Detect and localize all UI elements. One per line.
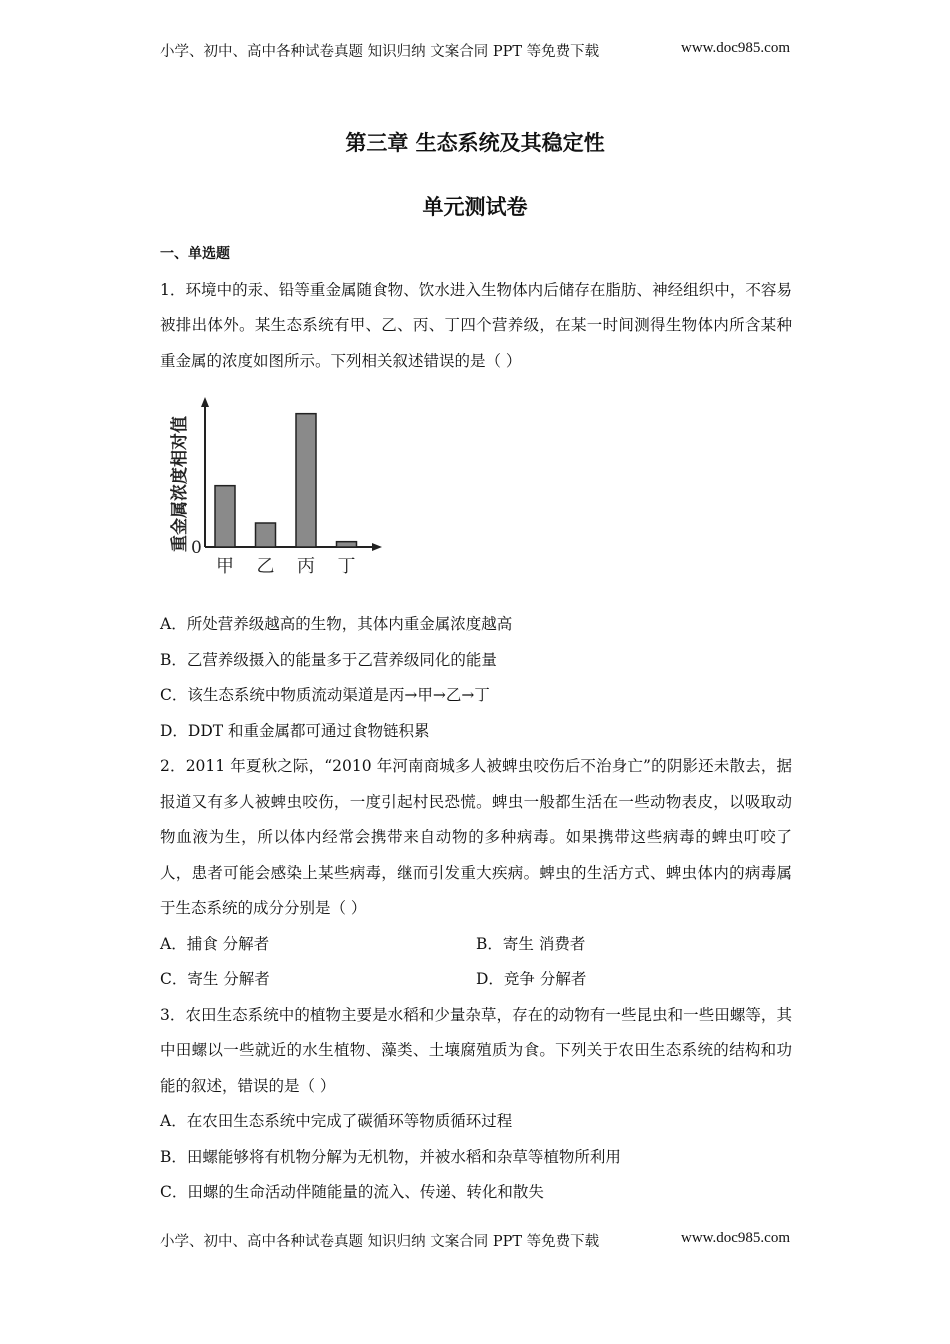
chart-svg [160,387,400,587]
footer-text: 小学、初中、高中各种试卷真题 知识归纳 文案合同 PPT 等免费下载 [160,1234,600,1250]
footer-url[interactable]: www.doc985.com [680,1230,790,1246]
q3-option-b: B．田螺能够将有机物分解为无机物，并被水稻和杂草等植物所利用 [160,1147,621,1166]
page-title: 第三章 生态系统及其稳定性 [345,131,605,155]
bar-chart [160,379,792,607]
x-axis-arrow [372,543,382,551]
page-subtitle: 单元测试卷 [422,195,528,219]
q3-option-a: A．在农田生态系统中完成了碳循环等物质循环过程 [160,1112,513,1130]
q1-option-a: A．所处营养级越高的生物，其体内重金属浓度越高 [160,615,513,633]
origin-label: 0 [191,538,202,558]
x-tick-label: 乙 [256,556,275,577]
q1-option-c: C．该生态系统中物质流动渠道是丙→甲→乙→丁 [160,686,490,704]
bar-丙 [296,414,316,547]
q1-option-d: D．DDT 和重金属都可通过食物链积累 [160,721,430,740]
page-footer [160,1230,790,1251]
bar-丁 [337,542,357,547]
x-tick-label: 丙 [297,556,315,577]
q2-option-d: D．竞争 分解者 [476,970,587,988]
q2-option-a: A．捕食 分解者 [160,934,270,953]
header-text: 小学、初中、高中各种试卷真题 知识归纳 文案合同 PPT 等免费下载 [160,44,600,60]
bar-甲 [215,486,235,547]
document-body [160,237,792,1211]
q3-option-c: C．田螺的生命活动伴随能量的流入、传递、转化和散失 [160,1183,544,1201]
x-tick-label: 甲 [216,556,234,577]
question-3-stem: 3．农田生态系统中的植物主要是水稻和少量杂草，存在的动物有一些昆虫和一些田螺等，其中田螺以一些就近的水生植物、藻类、土壤腐殖质为食。下列关于农田生态系统的结构和功能的叙述，错误的是（ ） [160,1005,792,1095]
q2-option-c: C．寄生 分解者 [160,970,270,988]
page-header [160,40,790,61]
question-1-stem: 1．环境中的汞、铅等重金属随食物、饮水进入生物体内后储存在脂肪、神经组织中，不容易被排出体外。某生态系统有甲、乙、丙、丁四个营养级，在某一时间测得生物体内所含某种重金属的浓度如图所示。下列相关叙述错误的是（ ） [160,280,792,370]
q1-option-b: B．乙营养级摄入的能量多于乙营养级同化的能量 [160,650,497,669]
q2-option-b: B．寄生 消费者 [476,934,586,953]
y-axis-label: 重金属浓度相对值 [170,416,190,552]
header-url[interactable]: www.doc985.com [680,40,790,56]
question-2-stem: 2．2011 年夏秋之际，“2010 年河南商城多人被蜱虫咬伤后不治身亡”的阴影还未散去，据报道又有多人被蜱虫咬伤，一度引起村民恐慌。蜱虫一般都生活在一些动物表皮，以吸取动物血液为生，所以体内经常会携带来自动物的多种病毒。如果携带这些病毒的蜱虫叮咬了人，患者可能会感染上某些病毒，继而引发重大疾病。蜱虫的生活方式、蜱虫体内的病毒属于生态系统的成分分别是（ ） [160,757,792,917]
x-tick-label: 丁 [337,556,356,577]
y-axis-arrow [201,397,209,407]
bar-乙 [256,523,276,547]
section-heading: 一、单选题 [160,246,230,262]
